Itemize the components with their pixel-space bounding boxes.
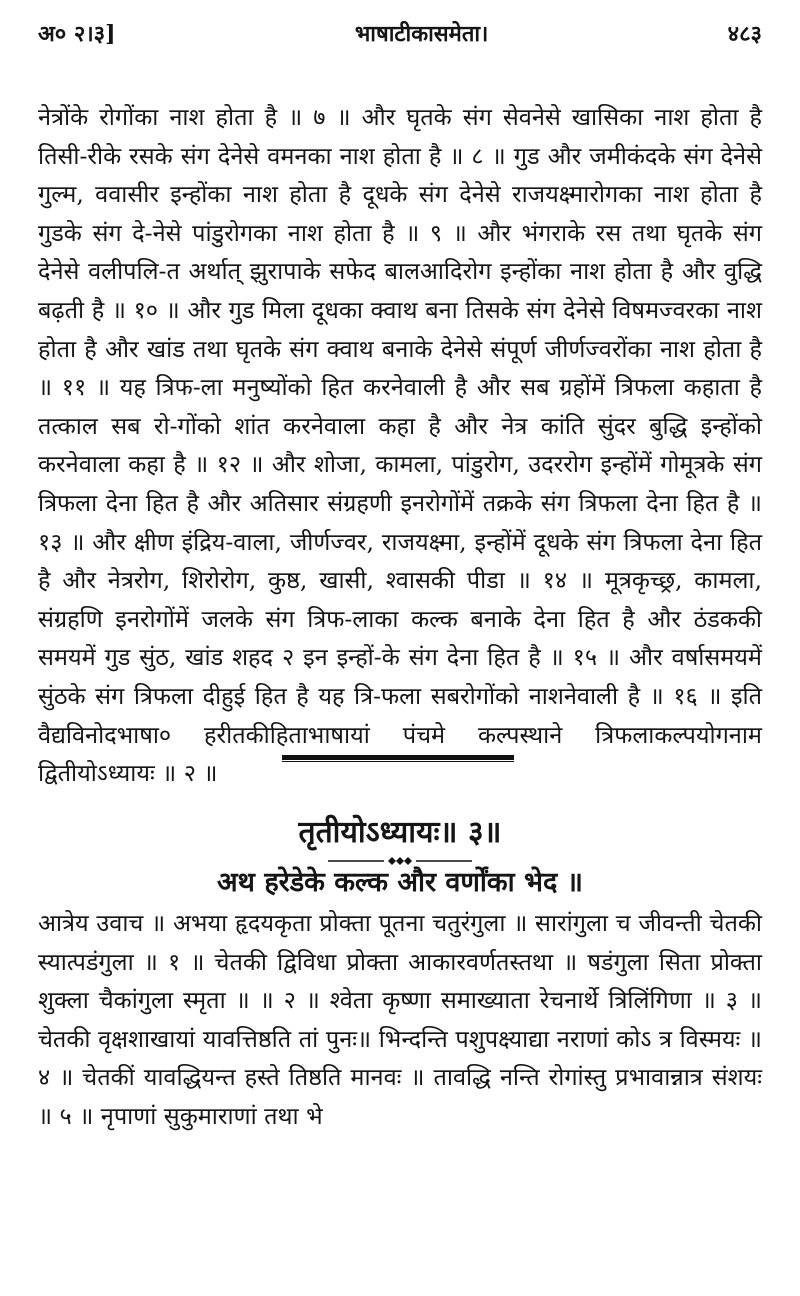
chapter-title: तृतीयोऽध्यायः॥ ३॥ — [298, 815, 502, 850]
body-paragraph-2: आत्रेय उवाच ॥ अभया हृदयकृता प्रोक्ता पूतना चतुरंगुला ॥ सारांगुला च जीवन्ती चेतकी स्यात्पडंगुला ॥ १ ॥ चेतकी द्विविधा प्रोक्ता आकारवर्णतस्तथा ॥ षडंगुला सिता प्रोक्ता शुक्ला चैकांगुला स्मृता ॥ ॥ २ ॥ श्वेता कृष्णा समाख्याता रेचनार्थे त्रिलिंगिणा ॥ ३ ॥ चेतकी वृक्षशाखायां यावत्तिष्ठति तां पुनः॥ भिन्दन्ति पशुपक्ष्याद्या नराणां कोऽ त्र विस्मयः ॥ ४ ॥ चेतकीं यावद्धियन्त हस्ते तिष्ठति मानवः ॥ तावद्धि नन्ति रोगांस्तु प्रभावान्नात्र संशयः ॥ ५ ॥ नृपाणां सुकुमाराणां तथा भे — [38, 909, 762, 1130]
chapter-divider-rule — [282, 755, 514, 760]
chapter-reference: अ० २।३] — [38, 21, 116, 47]
body-paragraph-1: नेत्रोंके रोगोंका नाश होता है ॥ ७ ॥ और घृतके संग सेवनेसे खासिका नाश होता है तिसी-रीके रसके संग देनेसे वमनका नाश होता है ॥ ८ ॥ गुड और जमीकंदके संग देनेसे गुल्म, ववासीर इन्होंका नाश होता है दूधके संग देनेसे राजयक्ष्मारोगका नाश होता है गुडके संग दे-नेसे पांडुरोगका नाश होता है ॥ ९ ॥ और भंगराके रस तथा घृतके संग देनेसे वलीपलि-त अर्थात् झुरापाके सफेद बालआदिरोग इन्होंका नाश होता है और वुद्धि बढ़ती है ॥ १० ॥ और गुड मिला दूधका क्वाथ बना तिसके संग देनेसे विषमज्वरका नाश होता है और खांड तथा घृतके संग क्वाथ बनाके देनेसे संपूर्ण जीर्णज्वरोंका नाश होता है ॥ ११ ॥ यह त्रिफ-ला मनुष्योंको हित करनेवाली है और सब ग्रहोंमें त्रिफला कहाता है तत्काल सब रो-गोंको शांत करनेवाला कहा है और नेत्र कांति सुंदर बुद्धि इन्होंको करनेवाला कहा है ॥ १२ ॥ और शोजा, कामला, पांडुरोग, उदररोग इन्होंमें गोमूत्रके संग त्रिफला देना हित है और अतिसार संग्रहणी इनरोगोंमें तक्रके संग त्रिफला देना हित है ॥ १३ ॥ और क्षीण इंद्रिय-वाला, जीर्णज्वर, राजयक्ष्मा, इन्होंमें दूधके संग त्रिफला देना हित है और नेत्ररोग, शिरोरोग, कुष्ठ, खासी, श्वासकी पीडा ॥ १४ ॥ मूत्रकृच्छ्र, कामला, संग्रहणि इनरोगोंमें जलके संग त्रिफ-लाका कल्क बनाके देना हित है और ठंडककी समयमें गुड सुंठ, खांड शहद २ इन इन्हों-के संग देना हित है ॥ १५ ॥ और वर्षासमयमें सुंठके संग त्रिफला दीहुई हित है यह त्रि-फला सबरोगोंको नाशनेवाली है ॥ १६ ॥ इति वैद्यविनोदभाषा० हरीतकीहिताभाषायां पंचमे कल्पस्थाने त्रिफलाकल्पयोगनाम द्वितीयोऽध्यायः ॥ २ ॥ — [38, 103, 762, 788]
chapter-divider-thin-rule — [282, 761, 514, 762]
running-header — [38, 16, 762, 50]
section-heading: अथ हरेडेके कल्क और वर्णोंका भेद ॥ — [217, 867, 583, 898]
book-title: भाषाटीकासमेता। — [354, 21, 489, 47]
page-number: ४८३ — [727, 21, 762, 47]
